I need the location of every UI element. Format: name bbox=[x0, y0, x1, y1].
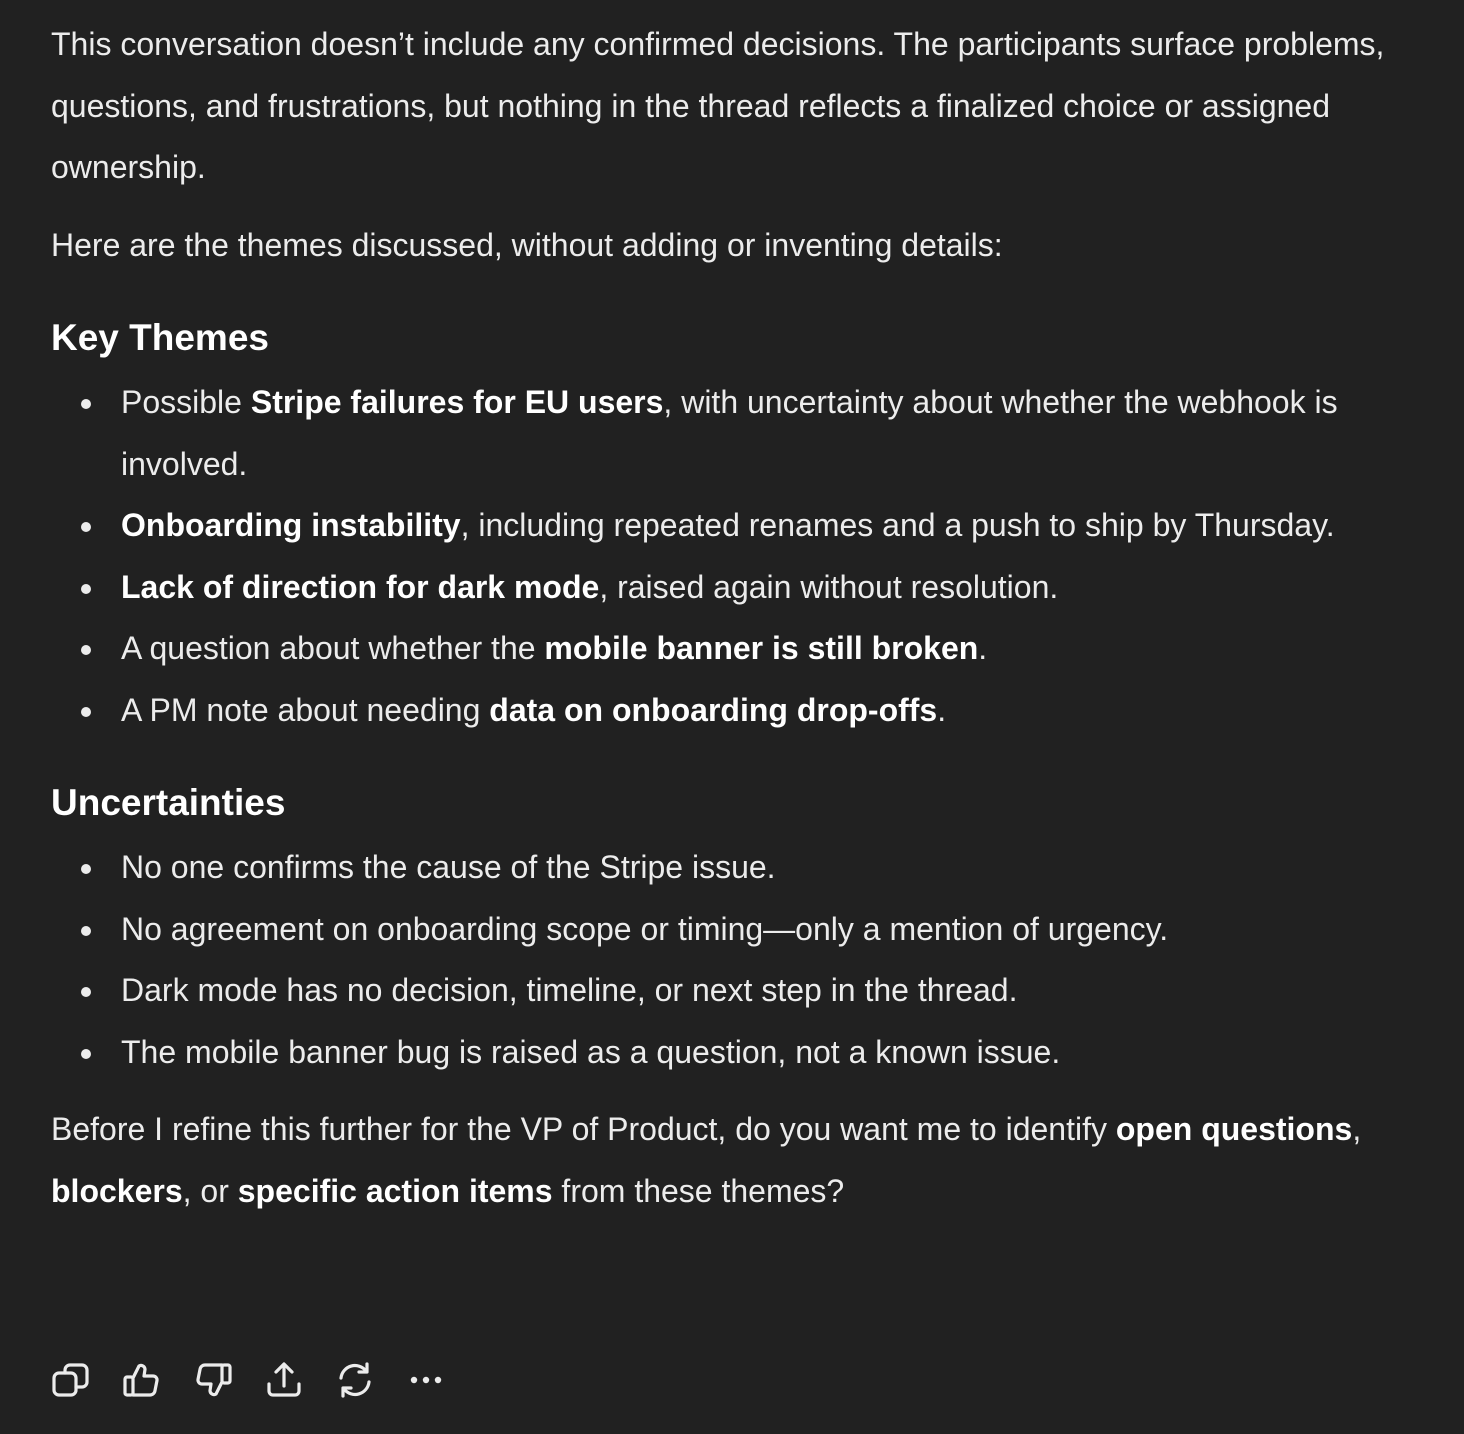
bullet-icon bbox=[81, 707, 91, 717]
regenerate-icon bbox=[335, 1360, 375, 1400]
thumbs-down-icon bbox=[193, 1360, 233, 1400]
list-item: A PM note about needing data on onboarding drop-offs. bbox=[121, 680, 1446, 742]
bullet-icon bbox=[81, 584, 91, 594]
intro-paragraph: This conversation doesn’t include any confirmed decisions. The participants surface problems, questions, and frustrations, but nothing in the thread reflects a finalized choice or assigned ownership. bbox=[51, 26, 1385, 185]
list-item: No agreement on onboarding scope or timing—only a mention of urgency. bbox=[121, 899, 1446, 961]
copy-icon bbox=[51, 1360, 91, 1400]
more-options-button[interactable] bbox=[406, 1360, 446, 1400]
list-item: Possible Stripe failures for EU users, with uncertainty about whether the webhook is involved. bbox=[121, 372, 1446, 495]
bullet-icon bbox=[81, 399, 91, 409]
good-response-button[interactable] bbox=[122, 1360, 162, 1400]
share-icon bbox=[264, 1360, 304, 1400]
message-actions-toolbar bbox=[51, 1357, 477, 1403]
list-item: No one confirms the cause of the Stripe issue. bbox=[121, 837, 1446, 899]
lead-paragraph: Here are the themes discussed, without adding or inventing details: bbox=[51, 226, 1003, 263]
bullet-icon bbox=[81, 926, 91, 936]
assistant-message bbox=[51, 14, 1446, 1222]
bullet-icon bbox=[81, 645, 91, 655]
bullet-icon bbox=[81, 522, 91, 532]
key-themes-list bbox=[51, 372, 1446, 741]
list-item: Dark mode has no decision, timeline, or next step in the thread. bbox=[121, 960, 1446, 1022]
bullet-icon bbox=[81, 987, 91, 997]
list-item: Lack of direction for dark mode, raised again without resolution. bbox=[121, 557, 1446, 619]
thumbs-up-icon bbox=[122, 1360, 162, 1400]
share-button[interactable] bbox=[264, 1360, 304, 1400]
bullet-icon bbox=[81, 864, 91, 874]
bullet-icon bbox=[81, 1049, 91, 1059]
list-item: Onboarding instability, including repeated renames and a push to ship by Thursday. bbox=[121, 495, 1446, 557]
copy-button[interactable] bbox=[51, 1360, 91, 1400]
regenerate-button[interactable] bbox=[335, 1360, 375, 1400]
list-item: A question about whether the mobile banner is still broken. bbox=[121, 618, 1446, 680]
uncertainties-list bbox=[51, 837, 1446, 1083]
bad-response-button[interactable] bbox=[193, 1360, 233, 1400]
uncertainties-heading: Uncertainties bbox=[51, 782, 286, 823]
key-themes-heading: Key Themes bbox=[51, 317, 269, 358]
closing-paragraph: Before I refine this further for the VP of Product, do you want me to identify open questions, blockers, or specific action items from these themes? bbox=[51, 1111, 1362, 1209]
list-item: The mobile banner bug is raised as a question, not a known issue. bbox=[121, 1022, 1446, 1084]
more-icon bbox=[406, 1360, 446, 1400]
